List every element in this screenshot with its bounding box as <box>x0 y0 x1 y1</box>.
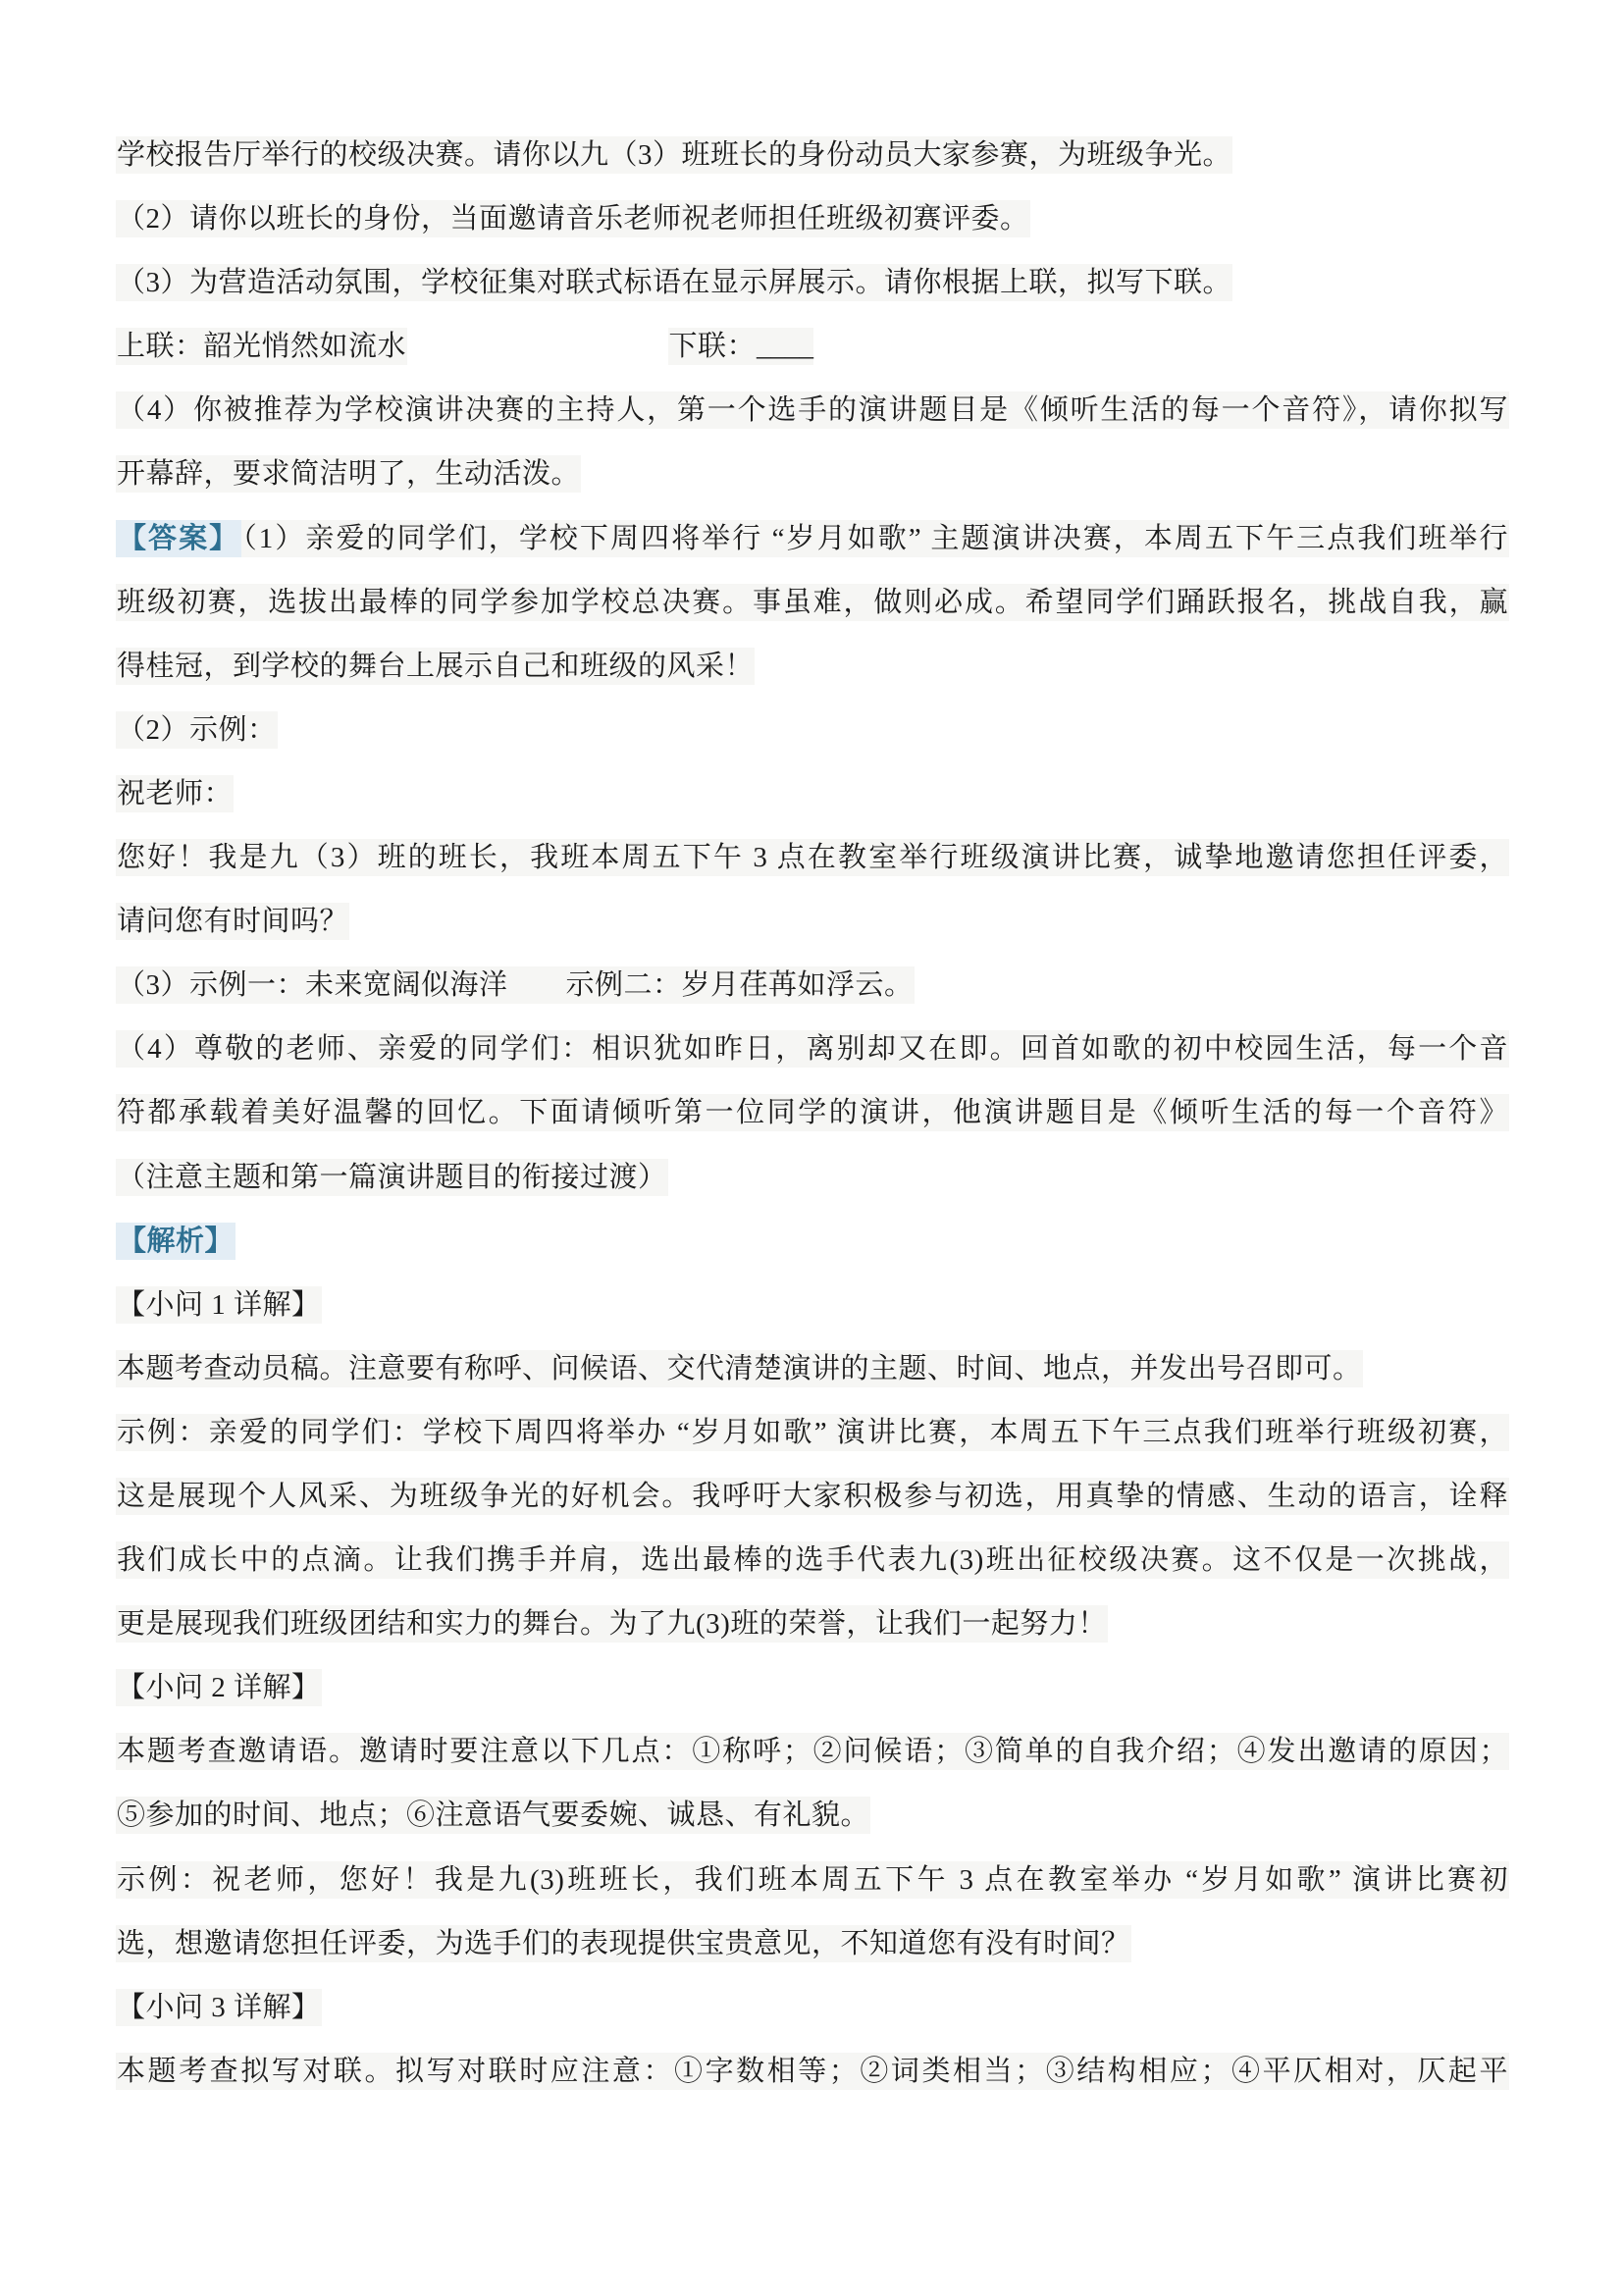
text-run: 本题考查邀请语。邀请时要注意以下几点：①称呼；②问候语；③简单的自我介绍；④发出邀请的原因； <box>116 1733 1509 1770</box>
answer-part-4-line-1 <box>116 1018 1509 1081</box>
couplet-gap <box>407 331 668 362</box>
answer-invitation-line-1 <box>116 826 1509 890</box>
explanation-2-line-1 <box>116 1720 1509 1784</box>
text-run: （3）为营造活动氛围，学校征集对联式标语在显示屏展示。请你根据上联，拟写下联。 <box>116 264 1232 301</box>
text-run: 祝老师： <box>116 775 234 812</box>
explanation-1-example-line-1 <box>116 1401 1509 1465</box>
text-run: 本题考查拟写对联。拟写对联时应注意：①字数相等；②词类相当；③结构相应；④平仄相对，仄起平 <box>116 2053 1509 2090</box>
answer-part-2-example-heading <box>116 699 1509 762</box>
text-run: （1）亲爱的同学们，学校下周四将举行 “岁月如歌” 主题演讲决赛，本周五下午三点我们班举行 <box>241 520 1509 557</box>
question-part-2 <box>116 187 1509 251</box>
text-run: 本题考查动员稿。注意要有称呼、问候语、交代清楚演讲的主题、时间、地点，并发出号召即可。 <box>116 1350 1363 1387</box>
text-run: （4）尊敬的老师、亲爱的同学们：相识犹如昨日，离别却又在即。回首如歌的初中校园生活，每一个音 <box>116 1030 1509 1068</box>
analysis-label-line <box>116 1210 1509 1274</box>
text-run: （4）你被推荐为学校演讲决赛的主持人，第一个选手的演讲题目是《倾听生活的每一个音符》，请你拟写 <box>116 391 1509 429</box>
question-stem-continuation <box>116 124 1509 187</box>
text-run: 这是展现个人风采、为班级争光的好机会。我呼吁大家积极参与初选，用真挚的情感、生动的语言，诠释 <box>116 1478 1509 1515</box>
explanation-1-example-line-4 <box>116 1592 1509 1656</box>
text-run: 【小问 2 详解】 <box>116 1669 322 1706</box>
answer-section-line-3 <box>116 635 1509 699</box>
answer-section-line-1 <box>116 507 1509 571</box>
answer-invitation-line-2 <box>116 890 1509 954</box>
text-run: 符都承载着美好温馨的回忆。下面请倾听第一位同学的演讲，他演讲题目是《倾听生活的每一个音符》 <box>116 1094 1509 1131</box>
explanation-1-line-1 <box>116 1337 1509 1401</box>
couplet-answer-blank: ____ <box>757 328 813 365</box>
text-run: 班级初赛，选拔出最棒的同学参加学校总决赛。事虽难，做则必成。希望同学们踊跃报名，挑战自我，赢 <box>116 584 1509 621</box>
explanation-3-line-1 <box>116 2040 1509 2104</box>
text-run: 下联： <box>668 328 758 365</box>
text-run: （3）示例一：未来宽阔似海洋 示例二：岁月荏苒如浮云。 <box>116 966 915 1004</box>
subquestion-2-heading <box>116 1656 1509 1720</box>
question-part-4 <box>116 379 1509 443</box>
text-run: 选，想邀请您担任评委，为选手们的表现提供宝贵意见，不知道您有没有时间？ <box>116 1925 1131 1962</box>
answer-salutation <box>116 762 1509 826</box>
text-run: （2）示例： <box>116 711 278 749</box>
text-run: 【小问 3 详解】 <box>116 1989 322 2026</box>
text-run: 【小问 1 详解】 <box>116 1286 322 1324</box>
text-run: 更是展现我们班级团结和实力的舞台。为了九(3)班的荣誉，让我们一起努力！ <box>116 1605 1108 1643</box>
text-run: （2）请你以班长的身份，当面邀请音乐老师祝老师担任班级初赛评委。 <box>116 200 1030 237</box>
text-run: 开幕辞，要求简洁明了，生动活泼。 <box>116 455 581 493</box>
answer-part-4-note <box>116 1146 1509 1210</box>
text-run: 请问您有时间吗？ <box>116 903 349 940</box>
subquestion-1-heading <box>116 1274 1509 1337</box>
text-run: 我们成长中的点滴。让我们携手并肩，选出最棒的选手代表九(3)班出征校级决赛。这不仅是一次挑战， <box>116 1541 1509 1579</box>
explanation-2-line-2 <box>116 1784 1509 1848</box>
text-run: 上联：韶光悄然如流水 <box>116 328 407 365</box>
text-run: 您好！我是九（3）班的班长，我班本周五下午 3 点在教室举行班级演讲比赛，诚挚地邀请您担任评委， <box>116 839 1509 876</box>
explanation-1-example-line-3 <box>116 1529 1509 1592</box>
couplet-line <box>116 315 1509 379</box>
text-run: 学校报告厅举行的校级决赛。请你以九（3）班班长的身份动员大家参赛，为班级争光。 <box>116 136 1232 174</box>
question-part-4-continued <box>116 443 1509 506</box>
explanation-2-example-line-2 <box>116 1912 1509 1976</box>
text-run: （注意主题和第一篇演讲题目的衔接过渡） <box>116 1159 668 1196</box>
document-body <box>116 124 1509 2104</box>
section-label: 【解析】 <box>116 1223 236 1260</box>
subquestion-3-heading <box>116 1976 1509 2040</box>
explanation-1-example-line-2 <box>116 1465 1509 1529</box>
text-run: ⑤参加的时间、地点；⑥注意语气要委婉、诚恳、有礼貌。 <box>116 1797 870 1834</box>
explanation-2-example-line-1 <box>116 1849 1509 1912</box>
question-part-3 <box>116 251 1509 315</box>
text-run: 得桂冠，到学校的舞台上展示自己和班级的风采！ <box>116 648 755 685</box>
answer-part-4-line-2 <box>116 1081 1509 1145</box>
text-run: 示例：亲爱的同学们：学校下周四将举办 “岁月如歌” 演讲比赛，本周五下午三点我们班举行班级初赛， <box>116 1414 1509 1451</box>
section-label: 【答案】 <box>116 520 241 557</box>
text-run: 示例：祝老师，您好！我是九(3)班班长，我们班本周五下午 3 点在教室举办 “岁月如歌” 演讲比赛初 <box>116 1861 1509 1899</box>
answer-part-3-examples <box>116 954 1509 1018</box>
answer-section-line-2 <box>116 571 1509 635</box>
